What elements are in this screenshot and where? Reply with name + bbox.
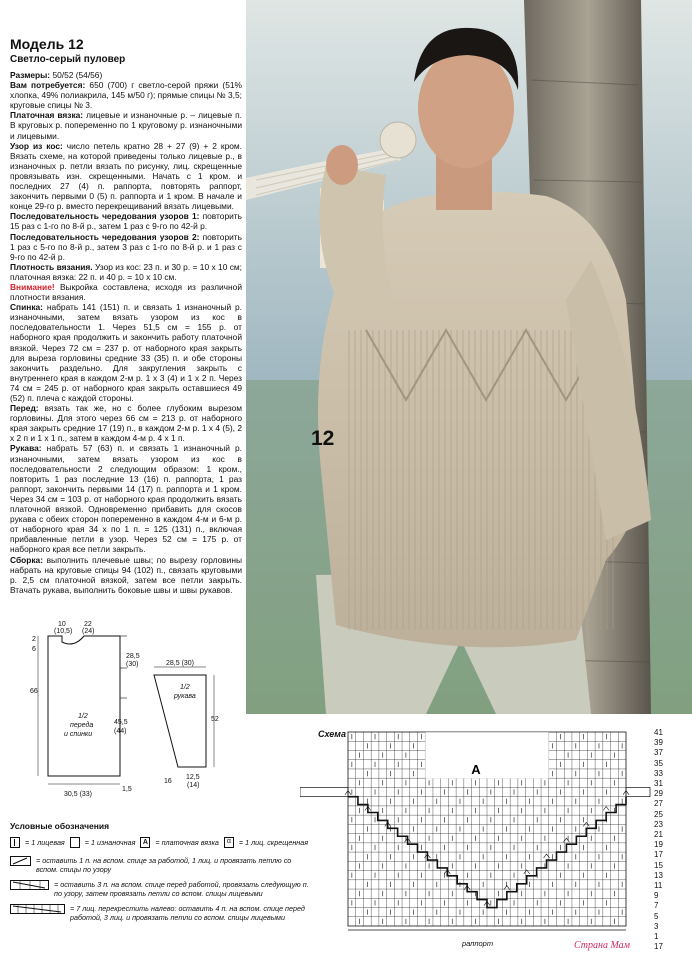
row-number: 15	[654, 860, 663, 870]
row-number: 33	[654, 768, 663, 778]
garter-symbol: A	[140, 837, 150, 848]
cross2-symbol	[10, 880, 50, 890]
instructions-column	[10, 36, 242, 595]
knit-symbol	[10, 837, 20, 848]
row-number: 9	[654, 891, 659, 901]
model-number-label: 12	[311, 427, 335, 450]
dim-lower-alt: (44)	[114, 728, 127, 735]
row-number: 25	[654, 809, 663, 819]
row-number: 27	[654, 799, 663, 809]
legend-twisted: = 1 лиц. скрещенная	[238, 838, 309, 847]
dim-shoulder: 22	[84, 621, 92, 628]
materials-paragraph: Вам потребуется: 650 (700) г светло-серой пряжи (51% хлопка, 49% полиакрила, 145 м/50 г); прямые спицы № 3,5; круговые спицы № 3.	[10, 80, 242, 111]
sleeves-paragraph: Рукава: набрать 57 (63) п. и связать 1 изнаночный р. изнаночными, затем вязать узором из кос в последовательности 2 следующим образом: 1 кром., повторить 1 раз последние 13 (16) п. раппорта, 1 раз раппорт, закончить первыми 14 (17) п. раппорта и 1 кром. Через 34 см = 103 р. от наборного края продолжить вязать платочной вязкой. Одновременно прибавить для скосов рукава с обеих сторон попеременно в каждом 4-м и 6-м р. от наборного края 34 х по 1 п. = 125 (131) п., включая прибавленные петли в узор. Через 52 см = 175 р. от наборного края все петли закрыть.	[10, 443, 243, 555]
sleeve-dim-bottom-b-alt: (14)	[187, 782, 200, 789]
rapport-label: раппорт	[462, 939, 494, 948]
legend-cross2-row	[10, 880, 310, 898]
row-number: 1	[654, 932, 659, 942]
dim-neck-alt: (10,5)	[54, 628, 73, 635]
sleeve-label-2: рукава	[174, 693, 196, 700]
dim-neck: 10	[58, 621, 66, 628]
dim-hem: 1,5	[122, 786, 132, 793]
sleeve-label-1: 1/2	[180, 684, 190, 691]
row-number: 3	[654, 921, 659, 931]
row-number: 5	[654, 911, 659, 921]
assembly-paragraph: Сборка: выполнить плечевые швы; по вырезу горловины набрать на круговые спицы 94 (102) п., связать круговыми р. 2,5 см платочной вязкой, затем все петли закрыть. Втачать рукава, выполнить боковые швы и швы рукавов.	[10, 554, 242, 595]
legend-cross2: = оставить 3 п. на вспом. спице перед работой, провязать следующую п. по узору, затем провязать петли со вспом. спицы лицевыми	[54, 880, 309, 898]
row-number: 35	[654, 758, 663, 768]
row-number: 17	[654, 850, 663, 860]
cross3-symbol	[10, 904, 66, 914]
dim-left-2: 2	[32, 636, 36, 643]
row-number: 19	[654, 840, 663, 850]
dim-shoulder-alt: (24)	[82, 628, 95, 635]
dim-height: 66	[30, 688, 38, 695]
twisted-symbol: α	[224, 837, 234, 848]
model-title: Модель 12	[10, 36, 84, 52]
sleeve-dim-top: 28,5 (30)	[166, 660, 195, 667]
row-number: 31	[654, 779, 663, 789]
warning-paragraph: Внимание! Выкройка составлена, исходя из различной плотности вязания.	[10, 281, 242, 303]
row-number: 21	[654, 830, 663, 840]
dim-left-6: 6	[32, 646, 36, 653]
model-subtitle: Светло-серый пуловер	[10, 54, 126, 65]
sizes-paragraph: Размеры: 50/52 (54/56)	[10, 70, 103, 80]
sleeve-dim-height: 52	[211, 716, 219, 723]
back-paragraph: Спинка: набрать 141 (151) п. и связать 1 изнаночный р. изнаночными, затем вязать узором из кос в последовательности 1. Через 51,5 см = 155 р. от наборного края продолжить и закончить работу платочной вязкой. Через 72 см = 237 р. от наборного края закрыть для выреза горловины средние 33 (35) п. и обе стороны закончить раздельно. Для закругления закрыть с внутреннего края в каждом 2-м р. 1 х 3 (4) и 1 х 2 п. Через 74 см = 245 р. от наборного края закрыть оставшиеся 49 (52) п. плеча с каждой стороны.	[10, 302, 242, 403]
row-number: 41	[654, 728, 663, 737]
front-label-3: и спинки	[64, 731, 93, 738]
legend-cross3: = 7 лиц. перекрестить налево: оставить 4 п. на вспом. спице перед работой, 3 лиц. и провязать петли со вспом. спицы лицевыми	[70, 904, 305, 922]
dim-width: 30,5 (33)	[64, 791, 93, 798]
model-photo	[246, 0, 692, 714]
dim-armhole-alt: (30)	[126, 661, 139, 668]
front-paragraph: Перед: вязать так же, но с более глубоким вырезом горловины. Для этого через 66 см = 213 р. от наборного края закрыть средние 17 (19) п., в каждом 2-м р. 1 х 4 (5), 2 х 2 п и 1 х 1 п., затем в каждом 4-м р. 4 х 1 п.	[10, 403, 243, 444]
legend-garter: = платочная вязка	[155, 838, 219, 847]
garter-paragraph: Платочная вязка: лицевые и изнаночные р. – лицевые п. В круговых р. попеременно по 1 круговому р. изнаночными и лицевыми.	[10, 110, 242, 141]
legend-cross1-row	[10, 856, 310, 874]
legend	[10, 822, 310, 928]
legend-purl: = 1 изнаночная	[84, 838, 136, 847]
watermark: Страна Мам	[574, 940, 631, 951]
legend-cross3-row	[10, 904, 310, 922]
row-number: 39	[654, 738, 663, 748]
front-label-1: 1/2	[78, 713, 88, 720]
chart-title: Схема	[318, 729, 346, 739]
stitch-chart	[300, 730, 652, 940]
dim-lower: 45,5	[114, 719, 128, 726]
row-number: 11	[654, 881, 663, 891]
model-photo-illustration	[246, 0, 692, 714]
row-number: 13	[654, 870, 663, 880]
density-paragraph: Плотность вязания. Узор из кос: 23 п. и 30 р. = 10 х 10 см; платочная вязка: 22 п. и 40 р. = 10 х 10 см.	[10, 261, 242, 282]
legend-title: Условные обозначения	[10, 821, 110, 831]
purl-symbol	[70, 837, 80, 848]
legend-cross1: = оставить 1 п. на вспом. спице за работой, 1 лиц. и провязать петлю со вспом. спицы по узору	[36, 856, 292, 874]
front-label-2: переда	[70, 722, 94, 729]
chart-area-label: А	[471, 762, 481, 777]
sleeve-dim-bottom-a: 16	[164, 778, 172, 785]
row-number: 29	[654, 789, 663, 799]
sleeve-dim-bottom-b: 12,5	[186, 774, 200, 781]
row-number: 37	[654, 748, 663, 758]
dim-armhole: 28,5	[126, 653, 140, 660]
sequence2-paragraph: Последовательность чередования узоров 2: повторить 1 раз с 5-го по 8-й р., затем 3 раз с 1-го по 8-й р. и 1 раз с 9-го по 42-й р.	[10, 231, 242, 262]
page-number: 17	[654, 942, 663, 952]
cross1-symbol	[10, 856, 32, 866]
front-back-pattern	[28, 618, 140, 804]
row-number: 7	[654, 901, 659, 911]
legend-basic-row	[10, 837, 310, 848]
sequence1-paragraph: Последовательность чередования узоров 1: повторить 15 раз с 1-го по 8-й р., затем 1 раз с 9-го по 42-й р.	[10, 211, 242, 232]
legend-knit: = 1 лицевая	[25, 838, 65, 847]
row-number: 23	[654, 819, 663, 829]
cable-paragraph: Узор из кос: число петель кратно 28 + 27 (9) + 2 кром. Вязать схеме, на которой приведены только лицевые р., в изнаночных р. петли вязать по рисунку, лиц. скрещенные провязывать изн. скрещенными. Начать с 1 кром. и последних 27 (4) п. раппорта, повторять раппорт, закончить первыми 0 (5) п. раппорта и 1 кром. В начале и конце 29-го р. вместо перекрещиваний вязать лицевыми.	[10, 140, 242, 212]
sleeve-pattern	[150, 655, 230, 795]
row-numbers	[654, 728, 663, 952]
